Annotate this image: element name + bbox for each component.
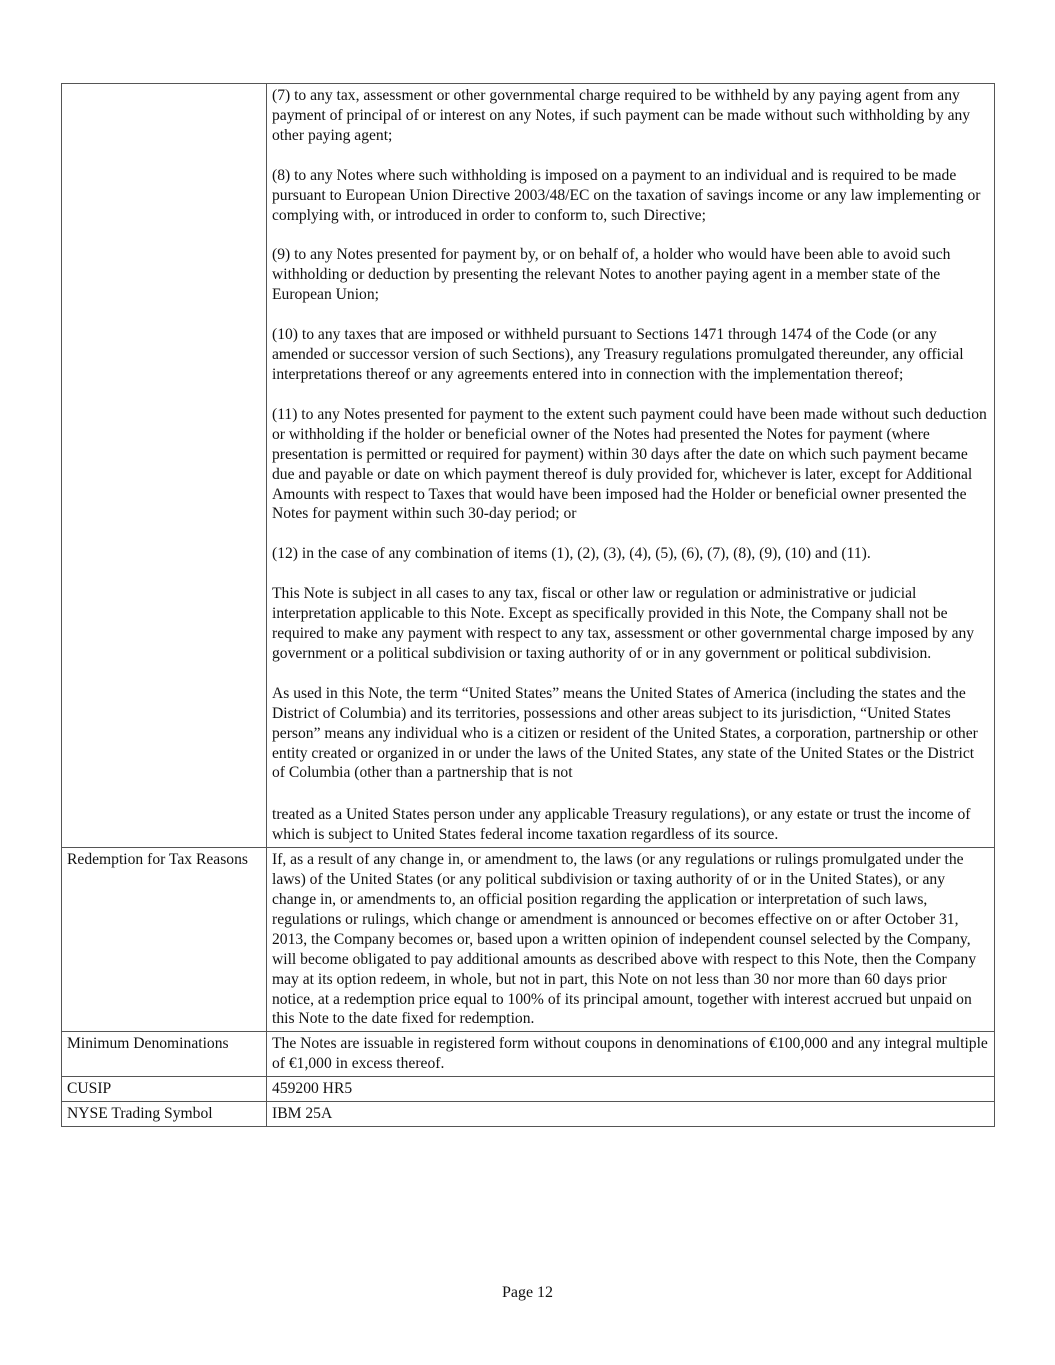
exception-item-10: (10) to any taxes that are imposed or withheld pursuant to Sections 1471 through 1474 of the Code (or any amended or successor version of such Sections), any Treasury regulations promulgated thereunder, any official interpretations thereof or any agreements entered into in connection with the implementation thereof; [272,326,964,383]
tax-law-paragraph: This Note is subject in all cases to any tax, fiscal or other law or regulation or administrative or judicial interpretation applicable to this Note. Except as specifically provided in this Note, the Company shall not be required to make any payment with respect to any tax, assessment or other governmental charge imposed by any government or a political subdivision or taxing authority of or in any government or political subdivision. [272,585,975,662]
row-value: The Notes are issuable in registered form without coupons in denominations of €100,000 and any integral multiple of €1,000 in excess thereof. [272,1035,988,1073]
row-value-cell [267,1077,995,1102]
table-row-minimum-denominations [62,1032,995,1077]
row-label: CUSIP [67,1080,112,1098]
united-states-definition-continued: treated as a United States person under any applicable Treasury regulations), or any estate or trust the income of which is subject to United States federal income taxation regardless of its source. [272,806,971,844]
row-label-cell [62,1032,267,1077]
table-row-cusip [62,1077,995,1102]
exception-item-12: (12) in the case of any combination of items (1), (2), (3), (4), (5), (6), (7), (8), (9), (10) and (11). [272,545,871,563]
row-label-cell [62,848,267,1032]
table-row-nyse-trading-symbol [62,1102,995,1127]
exception-item-7: (7) to any tax, assessment or other governmental charge required to be withheld by any paying agent from any payment of principal of or interest on any Notes, if such payment can be made without such withholding by any other paying agent; [272,87,971,144]
row-label-cell [62,84,267,848]
table-row-tax-exceptions-continued [62,84,995,848]
row-value: If, as a result of any change in, or amendment to, the laws (or any regulations or rulings promulgated under the laws) of the United States (or any political subdivision or taxing authority of or in the United States), or any change in, or amendments to, an official position regarding the application or interpretation of such laws, regulations or rulings, which change or amendment is announced or becomes effective on or after October 31, 2013, the Company becomes or, based upon a written opinion of independent counsel selected by the Company, will become obligated to pay additional amounts as described above with respect to this Note, then the Company may at its option redeem, in whole, but not in part, this Note on not less than 30 nor more than 60 days prior notice, at a redemption price equal to 100% of its principal amount, together with interest accrued but unpaid on this Note to the date fixed for redemption. [272,851,977,1028]
terms-table [61,83,995,1127]
row-label-cell [62,1102,267,1127]
row-value-cell [267,84,995,848]
exception-item-11: (11) to any Notes presented for payment to the extent such payment could have been made without such deduction or withholding if the holder or beneficial owner of the Notes had presented the Notes for payment (where presentation is permitted or required for payment) within 30 days after the date on which such payment became due and payable or date on which payment thereof is duly provided for, whichever is later, except for Additional Amounts with respect to Taxes that would have been imposed had the Holder or beneficial owner presented the Notes for payment within such 30-day period; or [272,405,987,523]
row-value-cell [267,848,995,1032]
exception-item-8: (8) to any Notes where such withholding is imposed on a payment to an individual and is required to be made pursuant to European Union Directive 2003/48/EC on the taxation of savings income or any law implementing or complying with, or introduced in order to conform to, such Directive; [272,166,981,224]
row-value: IBM 25A [272,1105,333,1123]
row-value: 459200 HR5 [272,1080,353,1098]
row-label-cell [62,1077,267,1102]
page-number: Page 12 [501,1284,554,1301]
united-states-definition-paragraph: As used in this Note, the term “United States” means the United States of America (including the states and the District of Columbia) and its territories, possessions and other areas subject to its jurisdiction, “United States person” means any individual who is a citizen or resident of the United States, a corporation, partnership or other entity created or organized in or under the laws of the United States, any state of the United States or the District of Columbia (other than a partnership that is not [272,684,978,782]
row-value-cell [267,1032,995,1077]
row-label: Redemption for Tax Reasons [67,851,248,869]
table-row-redemption-for-tax-reasons [62,848,995,1032]
row-value-cell [267,1102,995,1127]
row-label: NYSE Trading Symbol [67,1105,213,1123]
row-label: Minimum Denominations [67,1035,229,1053]
exception-item-9: (9) to any Notes presented for payment by, or on behalf of, a holder who would have been able to avoid such withholding or deduction by presenting the relevant Notes to another paying agent in a member state of the European Union; [272,246,951,304]
